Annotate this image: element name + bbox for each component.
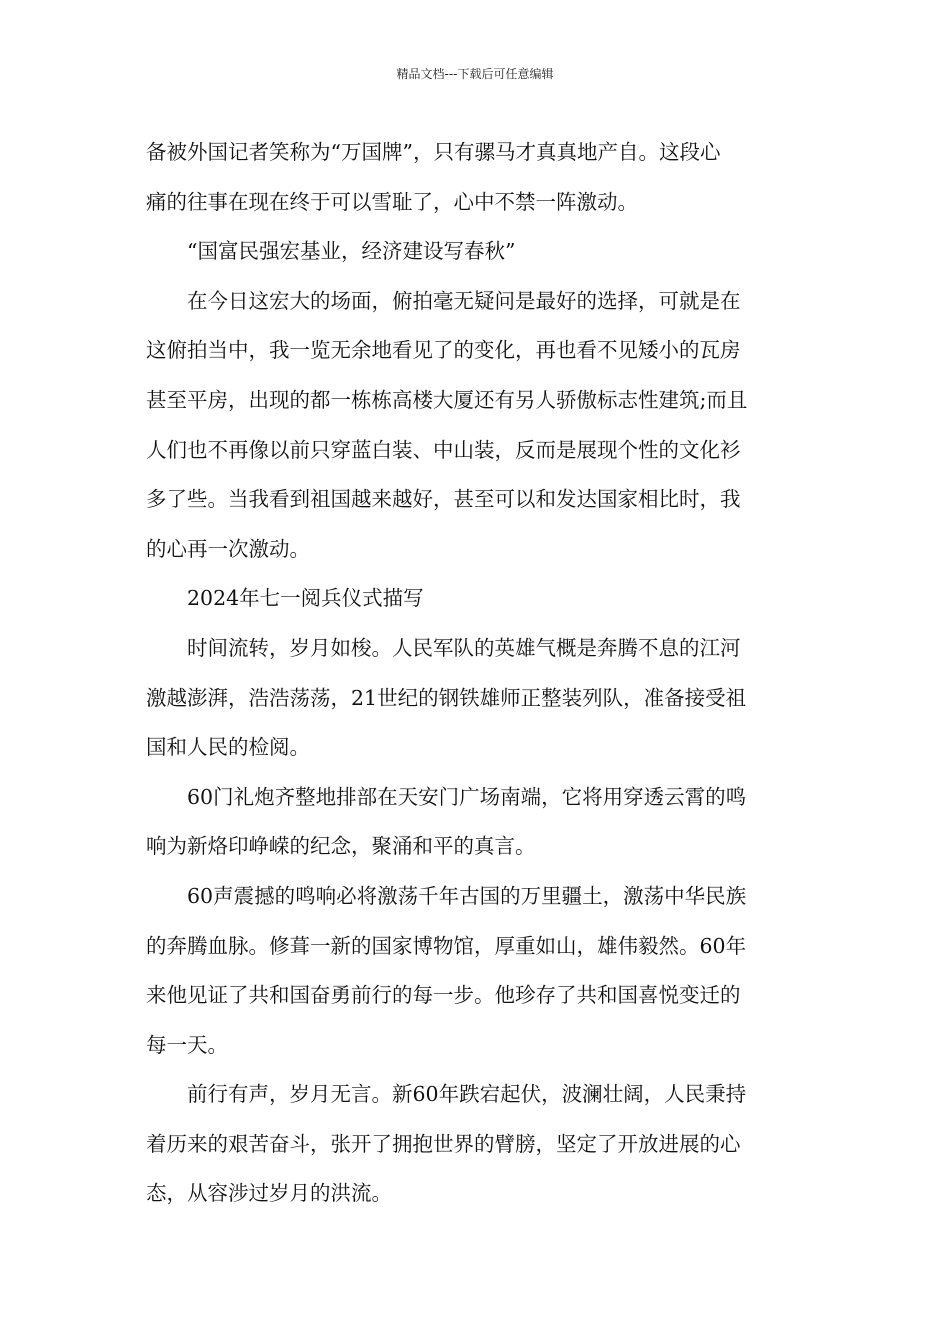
paragraph-2: [146, 227, 806, 277]
text-line: 这俯拍当中，我一览无余地看见了的变化，再也看不见矮小的瓦房: [146, 338, 741, 363]
text-line: 在今日这宏大的场面，俯拍毫无疑问是最好的选择，可就是在: [187, 288, 741, 313]
text-line: 响为新烙印峥嵘的纪念，聚涌和平的真言。: [146, 834, 536, 859]
paragraph-6: [146, 773, 806, 872]
text-line: 的心再一次激动。: [146, 536, 310, 561]
paragraph-3: [146, 277, 806, 575]
text-line: 前行有声，岁月无言。新60年跌宕起伏，波澜壮阔，人民秉持: [187, 1082, 747, 1107]
text-line: 60声震撼的鸣响必将激荡千年古国的万里疆土，激荡中华民族: [187, 883, 747, 908]
page-header: 精品文档---下载后可任意编辑: [396, 67, 554, 81]
paragraph-1: [146, 128, 806, 227]
text-line: 来他见证了共和国奋勇前行的每一步。他珍存了共和国喜悦变迁的: [146, 983, 741, 1008]
text-line: 人们也不再像以前只穿蓝白装、中山装，反而是展现个性的文化衫: [146, 437, 741, 462]
text-line: 60门礼炮齐整地排部在天安门广场南端，它将用穿透云霄的鸣: [187, 784, 747, 809]
paragraph-7: [146, 872, 806, 1070]
paragraph-5: [146, 624, 806, 773]
text-line: 态，从容涉过岁月的洪流。: [146, 1181, 392, 1206]
text-line: 多了些。当我看到祖国越来越好，甚至可以和发达国家相比时，我: [146, 487, 741, 512]
text-line: “国富民强宏基业，经济建设写春秋”: [187, 239, 516, 264]
text-line: 甚至平房，出现的都一栋栋高楼大厦还有另人骄傲标志性建筑;而且: [146, 387, 748, 412]
text-line: 着历来的艰苦奋斗，张开了拥抱世界的臂膀，坚定了开放进展的心: [146, 1131, 741, 1156]
text-line: 每一天。: [146, 1032, 228, 1057]
text-line: 痛的往事在现在终于可以雪耻了，心中不禁一阵激动。: [146, 189, 638, 214]
text-line: 2024年七一阅兵仪式描写: [187, 586, 424, 611]
section-heading: [146, 574, 806, 624]
text-line: 激越澎湃，浩浩荡荡，21世纪的钢铁雄师正整装列队，准备接受祖: [146, 685, 747, 710]
paragraph-8: [146, 1070, 806, 1219]
text-line: 国和人民的检阅。: [146, 735, 310, 760]
text-line: 的奔腾血脉。修葺一新的国家博物馆，厚重如山，雄伟毅然。60年: [146, 933, 747, 958]
text-line: 时间流转，岁月如梭。人民军队的英雄气概是奔腾不息的江河: [187, 635, 741, 660]
text-line: 备被外国记者笑称为“万国牌”，只有骡马才真真地产自。这段心: [146, 140, 721, 164]
document-body: [146, 128, 806, 1219]
